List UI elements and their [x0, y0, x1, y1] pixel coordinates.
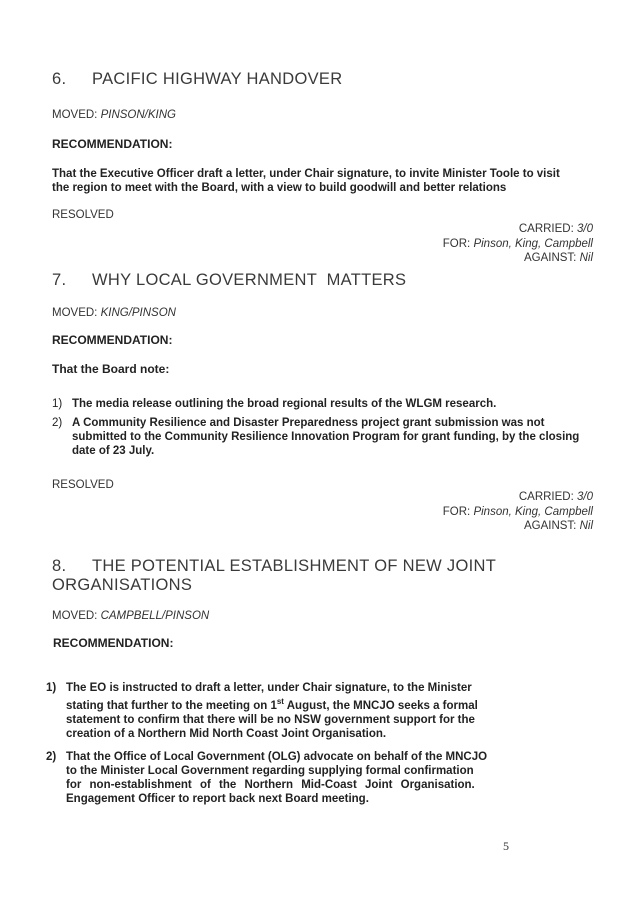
moved-label: MOVED:: [52, 109, 98, 121]
for-line: [443, 237, 593, 252]
section-6-title: PACIFIC HIGHWAY HANDOVER: [92, 70, 343, 88]
list-item-line: creation of a Northern Mid North Coast Joint Organisation.: [66, 727, 387, 740]
list-item: [52, 397, 582, 411]
section-7-recommendation-label: RECOMMENDATION:: [52, 333, 173, 347]
against-value: Nil: [579, 252, 593, 264]
list-marker: 1): [46, 682, 57, 694]
for-value: Pinson, King, Campbell: [473, 505, 593, 518]
section-8-number: 8.: [52, 557, 67, 575]
body-line: the region to meet with the Board, with a view to build goodwill and better relations: [52, 182, 507, 194]
list-item-text: [66, 750, 516, 806]
list-item-line: The media release outlining the broad regional results of the WLGM research.: [72, 398, 497, 410]
section-8-moved: [52, 610, 209, 622]
carried-label: CARRIED:: [518, 491, 574, 503]
list-item-line: statement to confirm that there will be no NSW government support for the: [66, 713, 475, 726]
line-text: August, the MNCJO seeks a formal: [283, 699, 478, 712]
section-6-resolved: RESOLVED: [52, 209, 114, 221]
moved-label: MOVED:: [52, 307, 98, 319]
against-label: AGAINST:: [523, 520, 577, 532]
for-label: FOR:: [442, 505, 471, 518]
carried-label: CARRIED:: [518, 223, 574, 235]
list-marker: 2): [46, 751, 57, 763]
list-item: [52, 416, 582, 458]
page-number: 5: [503, 839, 509, 853]
section-7-moved: [52, 307, 176, 319]
section-8-item-2: [46, 750, 516, 806]
list-item-line: for non-establishment of the Northern Mid-Coast Joint Organisation.: [66, 779, 475, 791]
section-7-vote: [443, 490, 593, 534]
carried-value: 3/0: [577, 491, 593, 503]
against-value: Nil: [579, 520, 593, 532]
moved-value: CAMPBELL/PINSON: [100, 610, 210, 622]
carried-value: 3/0: [577, 223, 593, 235]
section-8-item-1: [46, 681, 516, 741]
section-7-number: 7.: [52, 271, 67, 289]
list-item-line: date of 23 July.: [72, 445, 155, 457]
against-line: [443, 251, 593, 266]
section-6-body: [52, 167, 572, 195]
list-item-text: [66, 681, 516, 741]
section-6-recommendation-label: RECOMMENDATION:: [52, 137, 173, 151]
section-8-heading-line1: [52, 557, 496, 576]
against-line: [443, 519, 593, 534]
for-value: Pinson, King, Campbell: [473, 237, 593, 250]
body-line: That the Executive Officer draft a letter, under Chair signature, to invite Minister Toole to visit: [52, 168, 560, 180]
section-8-title-line1: THE POTENTIAL ESTABLISHMENT OF NEW JOINT: [92, 557, 497, 575]
line-text: stating that further to the meeting on 1: [66, 699, 277, 712]
section-6-moved: [52, 109, 176, 121]
section-6-heading: [52, 70, 342, 89]
for-line: [443, 505, 593, 520]
section-7-title: WHY LOCAL GOVERNMENT MATTERS: [92, 271, 407, 289]
for-label: FOR:: [442, 237, 471, 250]
list-marker: 2): [52, 417, 63, 429]
section-7-note: That the Board note:: [52, 362, 170, 376]
section-8-recommendation-label: RECOMMENDATION:: [53, 636, 174, 650]
section-7-list: [52, 397, 582, 458]
list-item-line: submitted to the Community Resilience Innovation Program for grant funding, by the closing: [72, 431, 580, 443]
carried-line: [443, 490, 593, 505]
against-label: AGAINST:: [523, 252, 577, 264]
section-7-heading: [52, 271, 406, 290]
list-item-line: Engagement Officer to report back next Board meeting.: [66, 793, 369, 805]
list-item-line: A Community Resilience and Disaster Preparedness project grant submission was not: [72, 417, 545, 429]
moved-label: MOVED:: [52, 610, 98, 622]
list-item-line: The EO is instructed to draft a letter, under Chair signature, to the Minister: [66, 682, 472, 694]
moved-value: KING/PINSON: [100, 307, 176, 319]
list-marker: 1): [52, 398, 63, 410]
list-item-line: to the Minister Local Government regarding supplying formal confirmation: [66, 765, 474, 777]
section-6-number: 6.: [52, 70, 67, 88]
section-8-heading: [52, 557, 496, 595]
carried-line: [443, 222, 593, 237]
section-7-resolved: RESOLVED: [52, 479, 114, 491]
section-6-vote: [443, 222, 593, 266]
ordinal-suffix: st: [276, 697, 284, 706]
moved-value: PINSON/KING: [100, 109, 176, 121]
section-8-title-line2: ORGANISATIONS: [52, 576, 193, 594]
list-item-line: [66, 695, 516, 713]
list-item-line: That the Office of Local Government (OLG) advocate on behalf of the MNCJO: [66, 751, 488, 763]
